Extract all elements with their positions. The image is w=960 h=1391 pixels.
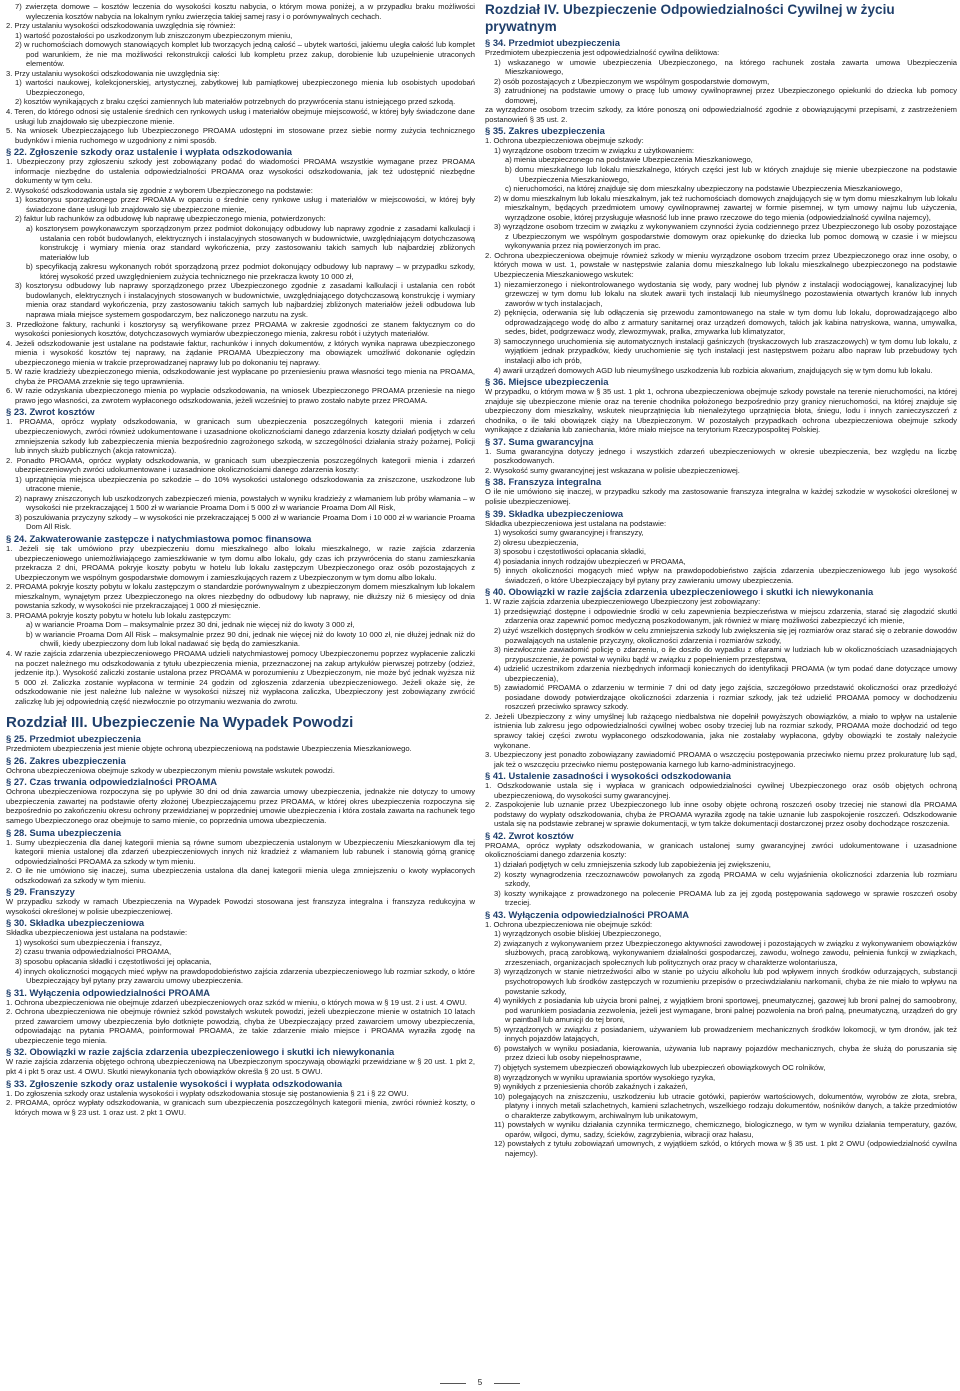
paragraph: 5) innych okoliczności mogących mieć wpływ na prawdopodobieństwo zajścia zdarzenia ubezpieczeniowego lub jego wysokość świadczeń, o które Ubezpieczający był pytany przy zawieraniu umowy ubezpieczenia.	[494, 566, 957, 585]
paragraph: 5. W razie kradzieży ubezpieczonego mienia, odszkodowanie jest wypłacane po przeniesieniu prawa własności tego mienia na PROAMA, chyba że PROAMA zrzeknie się tego uprawnienia.	[6, 367, 475, 386]
paragraph: 2. Ponadto PROAMA, oprócz wypłaty odszkodowania, w granicach sum ubezpieczenia poszczególnych kategorii mienia i zdarzeń ubezpieczeniowych zwróci udokumentowane i uzasadnione okolicznościami danego zdarzenia koszty:	[6, 455, 475, 475]
paragraph: 1) wyrządzone osobom trzecim w związku z użytkowaniem:	[494, 145, 695, 155]
paragraph: 2. Ochrona ubezpieczeniowa nie obejmuje również szkód powstałych wskutek powodzi, jeżeli ubezpieczone mienie w ostatnich 10 latach przed zawarciem umowy ubezpieczenia było dotknięte powodzią, chyba że Ubezpieczający przed zawarciem umowy ubezpieczenia, odpowiadając na pytania PROAMA, poinformował PROAMA, że takie zdarzenie miało miejsce i PROAMA wyraziła zgodę na ubezpieczenie tego mienia.	[6, 1007, 475, 1045]
paragraph: 1. Do zgłoszenia szkody oraz ustalenia wysokości i wypłaty odszkodowania stosuje się postanowienia § 21 i § 22 OWU.	[6, 1088, 409, 1098]
page-footer	[440, 1378, 520, 1388]
paragraph: Ochrona ubezpieczeniowa obejmuje szkody w ubezpieczonym mieniu powstałe wskutek powodzi.	[6, 765, 335, 775]
right-column	[485, 2, 957, 1158]
paragraph: 4. Jeżeli odszkodowanie jest ustalane na podstawie faktur, rachunków i innych dokumentów, z których wynika naprawa ubezpieczonego mienia i wysokość kosztów tej naprawy, na żądanie PROAMA Ubezpieczony ma obowiązek umożliwić dokonanie oględzin ubezpieczonego mienia w trakcie przeprowadzanej naprawy lub po dokonaniu tej naprawy.	[6, 338, 475, 367]
section-heading: § 32. Obowiązki w razie zajścia zdarzenia ubezpieczeniowego i skutki ich niewykonania	[6, 1046, 395, 1058]
paragraph: 2) czasu trwania odpowiedzialności PROAMA,	[15, 947, 172, 957]
paragraph: 3) poszukiwania przyczyny szkody – w wysokości nie przekraczającej 5 000 zł w wariancie Proama Dom i 10 000 zł w wariancie Proama Dom All Risk.	[15, 512, 475, 532]
paragraph: 2) pęknięcia, oderwania się lub odłączenia się przewodu zamontowanego na stałe w tym domu lub lokalu, doprowadzającego albo odprowadzającego wodę do albo z armatury sanitarnej oraz urządzeń domowych, takich jak kabina natryskowa, wanna, umywalka, sedes, bidet, podgrzewacz wody, zlewozmywak, pralka, zmywarka lub klimatyzator,	[494, 308, 957, 337]
paragraph: Ochrona ubezpieczeniowa rozpoczyna się po upływie 30 dni od dnia zawarcia umowy ubezpieczenia, jednakże nie dotyczy to umowy ubezpieczenia zawartej na podstawie oferty złożonej Ubezpieczającemu przez PROAMA, w której okres ubezpieczenia rozpoczyna się bezpośrednio po zakończeniu okresu ochrony przewidzianej w poprzedniej umowie ubezpieczenia i która została zawarta na rachunek tego samego Ubezpieczonego oraz obejmuje to samo mienie, co poprzednia umowa ubezpieczenia.	[6, 787, 475, 826]
section-heading: § 25. Przedmiot ubezpieczenia	[6, 733, 141, 745]
paragraph: 1. Jeżeli się tak umówiono przy ubezpieczeniu domu mieszkalnego albo lokalu mieszkalnego, w razie zajścia zdarzenia ubezpieczeniowego uniemożliwiającego zamieszkiwanie w tym domu albo lokalu, gdy czas ich przywrócenia do stanu zamieszkania przekracza 2 dni, PROAMA pokryje koszty pobytu w hotelu lub lokalu zastępczym Ubezpieczonego oraz osób pozostających z Ubezpieczonym we wspólnym gospodarstwie domowym i zamieszkujących razem z Ubezpieczonym w tym domu albo lokalu.	[6, 543, 475, 582]
paragraph: b) domu mieszkalnego lub lokalu mieszkalnego, których części jest lub w których znajduje się mienie ubezpieczone na podstawie Ubezpieczenia Mieszkaniowego,	[505, 165, 957, 184]
section-heading: § 38. Franszyza integralna	[485, 476, 602, 488]
paragraph: 1) kosztorysu sporządzonego przez PROAMA w oparciu o średnie ceny rynkowe usług i materiałów w miejscowości, w której były świadczone dane usługi lub znajdowało się ubezpieczone mienie,	[15, 195, 475, 214]
paragraph: a) mienia ubezpieczonego na podstawie Ubezpieczenia Mieszkaniowego,	[505, 155, 753, 165]
right-column-body	[485, 37, 957, 1158]
section-heading: § 26. Zakres ubezpieczenia	[6, 754, 126, 766]
paragraph: W przypadku szkody w ramach Ubezpieczenia na Wypadek Powodzi stosowana jest franszyza integralna i franszyza redukcyjna w wysokości określonej w polisie ubezpieczeniowej.	[6, 897, 475, 916]
paragraph: 3) kosztorysu odbudowy lub naprawy sporządzonego przez Ubezpieczonego zgodnie z zasadami kalkulacji i ustalania cen robót budowlanych, elektrycznych i instalacyjnych stosowanych w budownictwie, uwzględniającego dotychczasową konstrukcję i wymiary mienia oraz standard wykończenia, przy zastosowaniu takich samych lub najbardziej zbliżonych materiałów jeżeli odbudowa lub naprawa miała miejsce systemem gospodarczym, bez naliczonego narzutu na zysk.	[15, 281, 475, 319]
paragraph: O ile nie umówiono się inaczej, w przypadku szkody ma zastosowanie franszyza integralna w każdej szkodzie w wysokości określonej w polisie ubezpieczeniowej.	[485, 487, 957, 506]
paragraph: 3) wyrządzone osobom trzecim w związku z wykonywaniem czynności życia codziennego przez Ubezpieczonego lub osoby pozostające z Ubezpieczonym we wspólnym gospodarstwie domowym oraz opiekunkę do dziecka lub pomoc domową w czasie i w miejscu wykonywania przez nią powierzonych im prac.	[494, 222, 957, 251]
section-heading: § 28. Suma ubezpieczenia	[6, 826, 122, 838]
paragraph: 2. Wysokość sumy gwarancyjnej jest wskazana w polisie ubezpieczeniowej.	[485, 465, 740, 475]
paragraph: 2. Jeżeli Ubezpieczony z winy umyślnej lub rażącego niedbalstwa nie dopełnił powyższych obowiązków, a miało to wpływ na ustalenie istnienia lub zakresu jego odpowiedzialności cywilnej wobec osoby trzeciej lub na rozmiar szkody, PROAMA może dochodzić od tego sprawcy takiej części zwrotu wypłaconego odszkodowania, jaka nie zostałaby wypłacona, gdyby obowiązki te zostały należycie wykonane.	[485, 711, 957, 750]
paragraph: 1. Sumy ubezpieczenia dla danej kategorii mienia są równe sumom ubezpieczenia ustalonym w Ubezpieczeniu Mieszkaniowym dla tej kategorii mienia ustalonej dla zdarzeń ubezpieczeniowych innych niż kradzież z włamaniem lub rabunek i stanowią górną granicę odpowiedzialności PROAMA za szkody w tym mieniu.	[6, 837, 475, 866]
paragraph: 6) powstałych w wyniku posiadania, kierowania, używania lub naprawy pojazdów mechanicznych, chyba że służą do poruszania się przez dzieci lub osoby niepełnosprawne,	[494, 1043, 957, 1063]
paragraph: 1) niezamierzonego i niekontrolowanego wydostania się wody, pary wodnej lub płynów z instalacji wodociągowej, kanalizacyjnej lub grzewczej w tym domu lub lokalu na skutek awarii tych instalacji lub nieumyślnego pozostawienia otwartych kranów lub innych zaworów w tych instalacjach,	[494, 279, 957, 308]
paragraph: 2) kosztów wynikających z braku części zamiennych lub materiałów potrzebnych do przywrócenia stanu istniejącego przed szkodą.	[15, 97, 456, 107]
paragraph: c) nieruchomości, na której znajduje się dom mieszkalny ubezpieczony na podstawie Ubezpieczenia Mieszkaniowego,	[505, 184, 903, 194]
paragraph: 9) wynikłych z przeniesienia chorób zakaźnych i zakażeń,	[494, 1082, 688, 1092]
paragraph: 4) innych okoliczności mogących mieć wpływ na prawdopodobieństwo zajścia zdarzenia ubezpieczeniowego lub rozmiar szkody, o które Ubezpieczający był pytany przy zawarciu umowy ubezpieczenia.	[15, 966, 475, 986]
section-heading: § 24. Zakwaterowanie zastępcze i natychmiastowa pomoc finansowa	[6, 532, 312, 544]
paragraph: Przedmiotem ubezpieczenia jest odpowiedzialność cywilna deliktowa:	[485, 48, 720, 57]
section-heading: § 40. Obowiązki w razie zajścia zdarzenia ubezpieczeniowego i skutki ich niewykonania	[485, 586, 874, 598]
paragraph: 2. Wysokość odszkodowania ustala się zgodnie z wyborem Ubezpieczonego na podstawie:	[6, 185, 313, 195]
paragraph: 2) faktur lub rachunków za odbudowę lub naprawę ubezpieczonego mienia, potwierdzonych:	[15, 214, 326, 224]
paragraph: Składka ubezpieczeniowa jest ustalana na podstawie:	[485, 518, 667, 528]
paragraph: 1) wartości naukowej, kolekcjonerskiej, artystycznej, zabytkowej lub pamiątkowej ubezpieczonego mienia lub osobistych upodobań Ubezpieczonego,	[15, 78, 475, 97]
paragraph: 2. PROAMA, oprócz wypłaty odszkodowania, w granicach sum ubezpieczenia poszczególnych kategorii mienia, zwróci również koszty, o których mowa w § 23 ust. 1 oraz ust. 2 pkt 1 OWU.	[6, 1098, 475, 1117]
paragraph: 7) objętych systemem ubezpieczeń obowiązkowych lub ubezpieczeń obowiązkowych OC rolników,	[494, 1062, 826, 1072]
section-heading: § 22. Zgłoszenie szkody oraz ustalenie i wypłata odszkodowania	[6, 146, 293, 158]
paragraph: 10) polegających na zniszczeniu, uszkodzeniu lub utracie gotówki, papierów wartościowych, dokumentów, wyrobów ze złota, srebra, platyny i innych metali szlachetnych, kamieni szlachetnych, wszelkiego rodzaju dokumentów, nośników danych, a także przedmiotów o charakterze zabytkowym, archiwalnym lub unikatowym,	[494, 1091, 957, 1120]
paragraph: 11) powstałych w wyniku działania czynnika termicznego, chemicznego, biologicznego, w tym w wyniku działania temperatury, gazów, oparów, wilgoci, dymu, sadzy, ścieków, zagrzybienia, wibracji oraz hałasu,	[494, 1120, 957, 1139]
paragraph: 1. W razie zajścia zdarzenia ubezpieczeniowego Ubezpieczony jest zobowiązany:	[485, 597, 761, 607]
paragraph: Składka ubezpieczeniowa jest ustalana na podstawie:	[6, 928, 188, 938]
paragraph: 2) w ruchomościach domowych stanowiących komplet lub tworzących jedną całość – ubytek wartości, jakiemu uległa całość lub komplet pod warunkiem, że nie ma możliwości rekonstrukcji całości lub kompletu przez zakup, dorobienie lub uzupełnienie utraconych elementów.	[15, 40, 475, 69]
footer-rule-right	[494, 1383, 520, 1384]
paragraph: 2. Przy ustalaniu wysokości odszkodowania uwzględnia się również:	[6, 21, 236, 31]
paragraph: 2. PROAMA pokryje koszty pobytu w lokalu zastępczym o standardzie porównywalnym z ubezpieczonym domem mieszkalnym lub lokalem mieszkalnym, wynajętym przez Ubezpieczonego na okres niezbędny do odbudowy lub naprawy, nie dłuższy niż 6 miesięcy od dnia powstania szkody, w wysokości nie przekraczającej 1 000 zł miesięcznie.	[6, 582, 475, 611]
section-heading: § 41. Ustalenie zasadności i wysokości odszkodowania	[485, 770, 731, 782]
paragraph: 1) uprzątnięcia miejsca ubezpieczenia po szkodzie – do 10% wysokości ustalonego odszkodowania za zniszczone, uszkodzone lub utracone mienie,	[15, 474, 475, 494]
paragraph: 6. W razie odzyskania ubezpieczonego mienia po wypłacie odszkodowania, na wniosek Ubezpieczonego PROAMA przeniesie na niego prawo jego własności, za zwrotem wypłaconego odszkodowania, jeżeli wcześniej to prawo zostało nabyte przez PROAMA.	[6, 386, 475, 405]
section-heading: § 34. Przedmiot ubezpieczenia	[485, 37, 620, 48]
paragraph: 1. Ubezpieczony przy zgłoszeniu szkody jest zobowiązany podać do wiadomości PROAMA wszystkie wymagane przez PROAMA informacje niezbędne do ustalenia odpowiedzialności PROAMA oraz wysokości odszkodowania, jak też udostępnić niezbędne dokumenty w tym celu.	[6, 157, 475, 186]
section-heading: § 37. Suma gwarancyjna	[485, 435, 594, 447]
paragraph: 1) wskazanego w umowie ubezpieczenia Ubezpieczonego, na którego rachunek została zawarta umowa Ubezpieczenia Mieszkaniowego,	[494, 57, 957, 77]
section-heading: § 33. Zgłoszenie szkody oraz ustalenie wysokości i wypłata odszkodowania	[6, 1077, 343, 1089]
paragraph: 3) samoczynnego uruchomienia się automatycznych instalacji gaśniczych (tryskaczowych lub zraszaczowych) w tym domu lub lokalu, z wyjątkiem jednak przypadków, kiedy uruchomienie się tych instalacji jest następstwem pożaru albo napraw lub przebudowy tych instalacji albo ich prób,	[494, 336, 957, 365]
paragraph: 2. Ochrona ubezpieczeniowa obejmuje również szkody w mieniu wyrządzone osobom trzecim przez Ubezpieczonego oraz inne osoby, o których mowa w ust. 1, powstałe w następstwie zalania domu mieszkalnego lub lokalu mieszkalnego ubezpieczonego na podstawie Ubezpieczenia Mieszkaniowego wskutek:	[485, 250, 957, 280]
paragraph: a) kosztorysem powykonawczym sporządzonym przez podmiot dokonujący odbudowy lub naprawy zgodnie z zasadami kalkulacji i ustalania cen robót budowlanych, elektrycznych i instalacyjnych stosowanych w budownictwie, uwzględniającym dotychczasową konstrukcję i wymiary mienia oraz standard wykończenia, przy zastosowaniu takich samych lub najbardziej zbliżonych materiałów lub	[26, 224, 475, 262]
paragraph: 1. Ochrona ubezpieczeniowa nie obejmuje zdarzeń ubezpieczeniowych oraz szkód w mieniu, o których mowa w § 19 ust. 2 i ust. 4 OWU.	[6, 997, 467, 1007]
paragraph: 3. Przy ustalaniu wysokości odszkodowania nie uwzględnia się:	[6, 68, 220, 78]
paragraph: 2) osób pozostających z Ubezpieczonym we wspólnym gospodarstwie domowym,	[494, 76, 770, 86]
section-heading: § 43. Wyłączenia odpowiedzialności PROAMA	[485, 908, 690, 920]
paragraph: 3. Ubezpieczony jest ponadto zobowiązany zawiadomić PROAMA o wszczęciu postępowania przeciwko niemu przez prokuraturę lub sąd, jak też o wszczęciu przeciwko niemu postępowania karnego lub karno-administracyjnego.	[485, 750, 957, 769]
paragraph: 4) udzielić uczestnikom zdarzenia niezbędnych informacji koniecznych do identyfikacji PROAMA (w tym podać dane dotyczące umowy ubezpieczenia),	[494, 664, 957, 683]
page-number: 5	[477, 1378, 483, 1387]
paragraph: 4. W razie zajścia zdarzenia ubezpieczeniowego PROAMA udzieli natychmiastowej pomocy Ubezpieczonemu poprzez wypłacenie zaliczki na poczet należnego mu odszkodowania z tytułu ubezpieczenia mienia, przeznaczonej na zakup artykułów pierwszej potrzeby (odzież, jedzenie itp.). Wysokość zaliczki zostanie ustalona przez PROAMA w porozumieniu z Ubezpieczonym, nie może być jednak wyższa niż 5 000 zł. Zaliczka zostanie wypłacona w terminie 24 godzin od zgłoszenia zdarzenia ubezpieczeniowego. Jeżeli okaże się, że odszkodowanie nie jest należne lub należne w wysokości niższej niż wypłacona zaliczka, Ubezpieczony jest zobowiązany zwrócić zaliczkę lub jej odpowiednią część niezwłocznie po otrzymaniu wezwania do zwrotu.	[6, 649, 475, 706]
paragraph: za wyrządzone osobom trzecim szkody, za które ponoszą oni odpowiedzialność zgodnie z obowiązującymi przepisami, z zastrzeżeniem postanowień § 35 ust. 2.	[485, 105, 957, 124]
paragraph: 2) związanych z wykonywaniem przez Ubezpieczonego aktywności zawodowej i pozostających w związku z wykonywaniem obowiązków służbowych, pracą zarobkową, wykonywaniem działalności gospodarczej, zawodu, wolnego zawodu, pełnienia funkcji w związkach, zrzeszeniach, organizacjach społecznych lub politycznych oraz pracy w charakterze wolontariusza,	[494, 938, 957, 967]
chapter-title: Rozdział III. Ubezpieczenie Na Wypadek Powodzi	[6, 714, 354, 732]
paragraph: 1) działań podjętych w celu zmniejszenia szkody lub zapobieżenia jej zwiększeniu,	[494, 860, 771, 870]
paragraph: W przypadku, o którym mowa w § 35 ust. 1 pkt 1, ochrona ubezpieczeniowa obejmuje szkody powstałe na terenie nieruchomości, na której znajduje się ubezpieczone mienie oraz na terenie chodnika położonego bezpośrednio przy granicy nieruchomości, na której znajduje się ubezpieczony dom mieszkalny, wskutek nieuprzątnięcia lub nienależytego uprzątnięcia błota, śniegu, lodu i innych zanieczyszczeń z chodnika, o ile taki obowiązek ciąży na Ubezpieczonym. W pozostałych przypadkach ochrona ubezpieczeniowa obejmuje szkody wynikające z działania lub zaniechania, które miało miejsce na terytorium Rzeczypospolitej Polskiej.	[485, 387, 957, 435]
paragraph: 4) posiadania innych rodzajów ubezpieczeń w PROAMA,	[494, 556, 686, 566]
paragraph: 2) naprawy zniszczonych lub uszkodzonych zabezpieczeń mienia, powstałych w wyniku kradzieży z włamaniem lub próby włamania – w wysokości nie przekraczającej 1 500 zł w wariancie Proama Dom i 5 000 zł w wariancie Proama Dom All Risk,	[15, 493, 475, 513]
section-heading: § 36. Miejsce ubezpieczenia	[485, 376, 609, 388]
paragraph: 4) wynikłych z posiadania lub użycia broni palnej, z wyjątkiem broni sportowej, pneumatycznej, gazowej lub broni palnej do samoobrony, pod warunkiem posiadania zezwolenia, jeżeli jest wymagane, broni palnej pozwolenia na broń palną, pneumatyczną, urządzeń do gry w paintball lub amunicji do tej broni,	[494, 996, 957, 1025]
section-heading: § 30. Składka ubezpieczeniowa	[6, 917, 145, 929]
paragraph: 2) okresu ubezpieczenia,	[494, 537, 579, 547]
paragraph: 1. Ochrona ubezpieczeniowa nie obejmuje szkód:	[485, 919, 653, 929]
paragraph: 5) wyrządzonych w związku z posiadaniem, używaniem lub prowadzeniem mechanicznych środków lokomocji, w tym dronów, jak też innych pojazdów latających,	[494, 1024, 957, 1044]
paragraph: PROAMA, oprócz wypłaty odszkodowania, w granicach ustalonej sumy gwarancyjnej zwróci udokumentowane i uzasadnione okolicznościami danego zdarzenia koszty:	[485, 840, 957, 860]
paragraph: Przedmiotem ubezpieczenia jest mienie objęte ochroną ubezpieczeniową na podstawie Ubezpieczenia Mieszkaniowego.	[6, 744, 412, 754]
paragraph: b) w wariancie Proama Dom All Risk – maksymalnie przez 90 dni, jednak nie więcej niż do kwoty 10 000 zł, nie dłużej jednak niż do chwili, kiedy ubezpieczony dom lub lokal nadawać się będą do zamieszkania.	[26, 629, 475, 649]
section-heading: § 42. Zwrot kosztów	[485, 829, 574, 841]
paragraph: 4) awarii urządzeń domowych AGD lub nieumyślnego uszkodzenia lub rozbicia akwarium, znajdujących się w tym domu lub lokalu.	[494, 365, 933, 375]
chapter-iv-title: Rozdział IV. Ubezpieczenie Odpowiedzialności Cywilnej w życiu prywatnym	[485, 2, 895, 34]
section-heading: § 31. Wyłączenia odpowiedzialności PROAMA	[6, 986, 211, 998]
paragraph: 1. PROAMA, oprócz wypłaty odszkodowania, w granicach sum ubezpieczenia poszczególnych kategorii mienia i zdarzeń ubezpieczeniowych, zwróci również udokumentowane i uzasadnione okolicznościami danego zdarzenia koszty działań podjętych w celu zmniejszenia szkody lub zabezpieczenia mienia bezpośrednio zagrożonego szkodą, w szczególności działania straży pożarnej, Policji lub innych służb publicznych (akcja ratownicza).	[6, 417, 475, 456]
section-heading: § 27. Czas trwania odpowiedzialności PROAMA	[6, 776, 217, 788]
paragraph: 3) koszty wynikające z prowadzonego na polecenie PROAMA lub za jej zgodą postępowania sądowego w sprawie roszczeń osoby trzeciej.	[494, 888, 957, 908]
paragraph: a) w wariancie Proama Dom – maksymalnie przez 30 dni, jednak nie więcej niż do kwoty 3 000 zł,	[26, 620, 355, 630]
paragraph: 8) wyrządzonych w wyniku uprawiania sportów wysokiego ryzyka,	[494, 1072, 716, 1082]
paragraph: 3) zatrudnionej na podstawie umowy o pracę lub umowy cywilnoprawnej przez Ubezpieczonego opiekunki do dziecka lub pomocy domowej,	[494, 86, 957, 105]
section-heading: § 29. Franszyzy	[6, 886, 75, 898]
paragraph: 2) koszty wynagrodzenia rzeczoznawców powołanych za zgodą PROAMA w celu wyjaśnienia okoliczności zdarzenia lub rozmiaru szkody,	[494, 869, 957, 889]
paragraph: 2. Zaspokojenie lub uznanie przez Ubezpieczonego lub inne osoby objęte ochroną roszczeń osoby trzeciej nie stanowi dla PROAMA podstawy do wypłaty odszkodowania, chyba że PROAMA wyraziła zgodę na takie uznanie lub zaspokojenie roszczeń. Odszkodowanie ustala się na podstawie zebranej w sprawie dokumentacji, w tym także dokumentacji dostarczonej przez osoby dochodzące roszczenia.	[485, 800, 957, 829]
paragraph: 1) wyrządzonych osobie bliskiej Ubezpieczonego,	[494, 929, 662, 939]
paragraph: 5. Na wniosek Ubezpieczającego lub Ubezpieczonego PROAMA udostępni im stosowane przez siebie normy zużycia technicznego budynków i mienia ruchomego w uzgodniony z nimi sposób.	[6, 126, 475, 145]
paragraph: 1. Odszkodowanie ustala się i wypłaca w granicach odpowiedzialności cywilnej Ubezpieczonego oraz osób objętych ochroną ubezpieczeniową, do wysokości sumy gwarancyjnej.	[485, 781, 957, 800]
paragraph: 4. Teren, do którego odnosi się ustalenie średnich cen rynkowych usług i materiałów obejmuje miejscowość, w której były świadczone dane usługi lub znajdowało się ubezpieczone mienie.	[6, 107, 475, 126]
paragraph: 7) zwierzęta domowe – kosztów leczenia do wysokości kosztu nabycia, o którym mowa poniżej, a w przypadku braku możliwości wyleczenia kosztów nabycia na lokalnym rynku zwierzęcia takiej samej rasy i o porównywalnych cechach.	[15, 2, 475, 21]
paragraph: 1. Suma gwarancyjna dotyczy jednego i wszystkich zdarzeń ubezpieczeniowych w okresie ubezpieczenia, bez względu na liczbę poszkodowanych.	[485, 446, 957, 466]
section-heading: § 23. Zwrot kosztów	[6, 406, 95, 418]
paragraph: 2) w domu mieszkalnym lub lokalu mieszkalnym, jak też ruchomościach domowych znajdujących się w tym domu mieszkalnym lub lokalu mieszkalnym, będących przedmiotem umowy cywilnoprawnej zawartej w formie pisemnej, w tym umowy najmu lub użyczenia, wyrządzone osobie, której przysługuje własność lub inne prawo rzeczowe do tego mienia (odpowiedzialność cywilna najemcy),	[494, 193, 957, 222]
paragraph: 12) powstałych z tytułu zobowiązań umownych, z wyjątkiem szkód, o których mowa w § 35 ust. 1 pkt 2 OWU (odpowiedzialność cywilna najemcy).	[494, 1139, 957, 1158]
paragraph: b) specyfikacją zakresu wykonanych robót sporządzoną przez podmiot dokonujący odbudowy lub naprawy – w przypadku szkody, której wysokość przed uwzględnieniem zużycia technicznego nie przekracza kwoty 10 000 zł,	[26, 262, 475, 281]
section-heading: § 39. Składka ubezpieczeniowa	[485, 507, 624, 519]
paragraph: 3. Przedłożone faktury, rachunki i kosztorysy są weryfikowane przez PROAMA w zakresie zgodności ze stanem faktycznym co do wysokości poniesionych kosztów, dotychczasowych wymiarów ubezpieczonego mienia, zakresu robót i użytych materiałów.	[6, 319, 475, 339]
section-heading: § 35. Zakres ubezpieczenia	[485, 125, 605, 137]
paragraph: 1) wysokości sum ubezpieczenia i franszyz,	[15, 937, 162, 947]
paragraph: 3) niezwłocznie zawiadomić policję o zdarzeniu, o ile doszło do wypadku z ofiarami w ludziach lub w okolicznościach uzasadniających przypuszczenie, że powstał w wyniku bądź w związku z popełnieniem przestępstwa,	[494, 645, 957, 664]
paragraph: 2) użyć wszelkich dostępnych środków w celu zmniejszenia szkody lub zwiększenia się jej rozmiarów oraz starać się o zebranie dowodów pozwalających na ustalenie przyczyny, okoliczności zdarzenia i rozmiarów szkody,	[494, 625, 957, 645]
paragraph: W razie zajścia zdarzenia objętego ochroną ubezpieczeniową na Ubezpieczonym spoczywają obowiązki przewidziane w § 20 ust. 1 pkt 2, pkt 4 i pkt 5 oraz ust. 4 OWU. Skutki niewykonania tych obowiązków określa § 20 ust. 5 OWU.	[6, 1057, 475, 1076]
paragraph: 1) wartość pozostałości po uszkodzonym lub zniszczonym ubezpieczonym mieniu,	[15, 30, 293, 40]
paragraph: 3) wyrządzonych w stanie nietrzeźwości albo w stanie po użyciu alkoholu lub pod wpływem innych środków odurzających, substancji psychotropowych lub środków zastępczych w rozumieniu przepisów o przeciwdziałaniu narkomanii, chyba że nie miało to wpływu na powstanie szkody,	[494, 967, 957, 996]
paragraph: 3) sposobu i częstotliwości opłacania składki,	[494, 547, 646, 557]
paragraph: 1) wysokości sumy gwarancyjnej i franszyzy,	[494, 528, 644, 538]
left-column	[6, 2, 475, 1117]
paragraph: 1) przedsięwziąć dostępne i odpowiednie środki w celu zapewnienia bezpieczeństwa w miejscu zdarzenia, starać się złagodzić skutki zdarzenia oraz zapewnić pomoc medyczną poszkodowanym, jak również w miarę możliwości zabezpieczyć ich mienie,	[494, 606, 957, 626]
paragraph: 5) zawiadomić PROAMA o zdarzeniu w terminie 7 dni od daty jego zajścia, szczegółowo przedstawić okoliczności oraz przedłożyć posiadane dowody potwierdzające okoliczności zdarzenia i rozmiar szkody, jak też udzielić PROAMA pomocy w dochodzeniu roszczeń przeciwko sprawcy szkody.	[494, 683, 957, 712]
paragraph: 3) sposobu opłacania składki i częstotliwości jej opłacania,	[15, 957, 212, 967]
paragraph: 1. Ochrona ubezpieczeniowa obejmuje szkody:	[485, 136, 644, 146]
paragraph: 3. PROAMA pokryje koszty pobytu w hotelu lub lokalu zastępczym:	[6, 610, 231, 620]
paragraph: 2. O ile nie umówiono się inaczej, suma ubezpieczenia ustalona dla danej kategorii mienia ulega zmniejszeniu o kwoty wypłaconych odszkodowań za szkody w tym mieniu.	[6, 866, 475, 885]
